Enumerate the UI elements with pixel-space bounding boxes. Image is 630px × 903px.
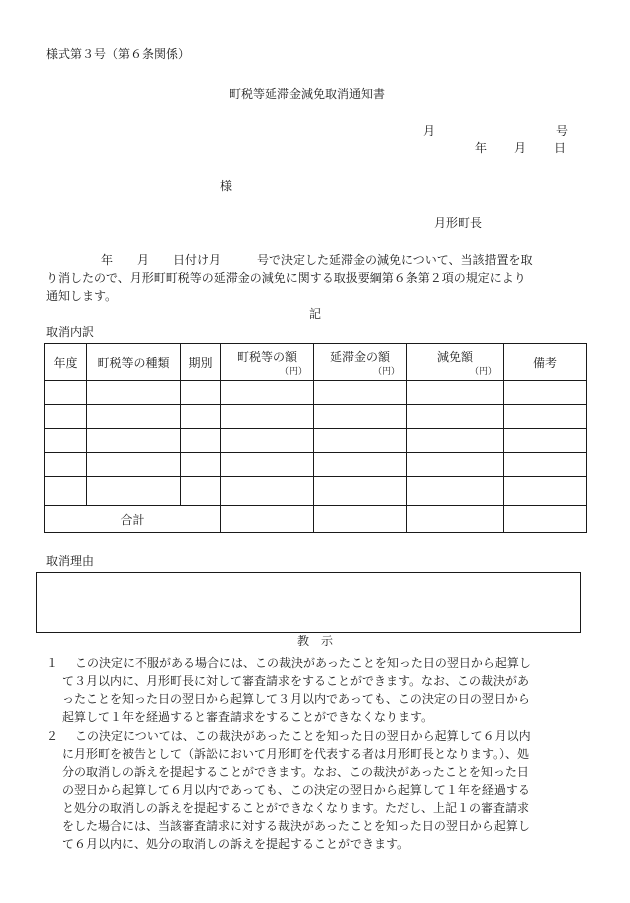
number-go: 号	[556, 124, 569, 138]
instruction-1-line-4: 起算して１年を経過すると審査請求をすることができなくなります。	[62, 710, 434, 724]
table-cell[interactable]	[181, 453, 221, 477]
table-cell[interactable]	[87, 453, 181, 477]
table-cell[interactable]	[504, 477, 587, 506]
table-cell[interactable]	[87, 429, 181, 453]
table-cell[interactable]	[407, 477, 504, 506]
total-reduction-cell[interactable]	[407, 506, 504, 533]
instruction-2-line-6: をした場合には、当該審査請求に対する裁決があったことを知った日の翌日から起算し	[62, 819, 530, 833]
table-cell[interactable]	[45, 405, 87, 429]
total-label: 合計	[45, 506, 221, 533]
date-year: 年	[475, 141, 488, 155]
instruction-2-line-2: に月形町を被告として（訴訟において月形町を代表する者は月形町長となります。）、処	[62, 747, 530, 761]
instruction-2-line-5: と処分の取消しの訴えを提起することができなくなります。ただし、上記１の審査請求	[62, 801, 530, 815]
ki-marker: 記	[309, 307, 322, 321]
addressee-suffix: 様	[220, 179, 233, 193]
date-day: 日	[554, 141, 567, 155]
table-cell[interactable]	[314, 453, 407, 477]
table-cell[interactable]	[45, 477, 87, 506]
table-cell[interactable]	[181, 405, 221, 429]
table-cell[interactable]	[45, 381, 87, 405]
table-cell[interactable]	[314, 405, 407, 429]
header-period: 期別	[181, 344, 221, 381]
table-header-row	[45, 344, 587, 381]
table-cell[interactable]	[504, 453, 587, 477]
table-row	[45, 429, 587, 453]
table-cell[interactable]	[314, 381, 407, 405]
body-line-3: 通知します。	[46, 289, 118, 303]
table-cell[interactable]	[87, 405, 181, 429]
table-cell[interactable]	[87, 477, 181, 506]
document-title: 町税等延滞金減免取消通知書	[229, 87, 386, 101]
table-cell[interactable]	[407, 453, 504, 477]
table-cell[interactable]	[181, 381, 221, 405]
cancellation-reason-box[interactable]	[36, 572, 581, 633]
table-cell[interactable]	[314, 429, 407, 453]
table-cell[interactable]	[181, 429, 221, 453]
table-cell[interactable]	[45, 453, 87, 477]
table-cell[interactable]	[407, 405, 504, 429]
table-cell[interactable]	[221, 453, 314, 477]
header-fiscal-year: 年度	[45, 344, 87, 381]
table-row	[45, 477, 587, 506]
table-row	[45, 453, 587, 477]
date-month: 月	[514, 141, 527, 155]
instructions-heading: 教 示	[297, 634, 334, 648]
header-tax-amount: 町税等の額 （円）	[221, 344, 314, 381]
instruction-2-line-3: 分の取消しの訴えを提起することができます。なお、この裁決があったことを知った日	[62, 765, 529, 779]
body-line-1: 年 月 日付け月 号で決定した延滞金の減免について、当該措置を取	[101, 253, 533, 267]
table-cell[interactable]	[45, 429, 87, 453]
table-cell[interactable]	[221, 381, 314, 405]
table-cell[interactable]	[504, 381, 587, 405]
number-month: 月	[423, 124, 436, 138]
body-line-2: り消したので、月形町町税等の延滞金の減免に関する取扱要綱第６条第２項の規定により	[46, 271, 526, 285]
header-remarks: 備考	[504, 344, 587, 381]
instruction-2-line-4: の翌日から起算して６月以内であっても、この決定の翌日から起算して１年を経過する	[62, 783, 530, 797]
form-number: 様式第３号（第６条関係）	[46, 47, 191, 61]
instruction-1-line-2: て３月以内に、月形町長に対して審査請求をすることができます。なお、この裁決があ	[62, 674, 530, 688]
total-tax-amount-cell[interactable]	[221, 506, 314, 533]
instruction-1-line-3: ったことを知った日の翌日から起算して３月以内であっても、この決定の日の翌日から	[62, 692, 530, 706]
table-cell[interactable]	[221, 429, 314, 453]
table-cell[interactable]	[407, 381, 504, 405]
table-cell[interactable]	[314, 477, 407, 506]
cancellation-reason-label: 取消理由	[46, 554, 95, 568]
table-row	[45, 405, 587, 429]
total-remarks-cell[interactable]	[504, 506, 587, 533]
cancellation-breakdown-label: 取消内訳	[46, 325, 95, 339]
instruction-1-number: １	[46, 656, 59, 670]
instruction-2-line-1: この決定については、この裁決があったことを知った日の翌日から起算して６月以内	[75, 729, 531, 743]
table-cell[interactable]	[87, 381, 181, 405]
table-cell[interactable]	[504, 429, 587, 453]
table-cell[interactable]	[504, 405, 587, 429]
table-cell[interactable]	[181, 477, 221, 506]
instruction-1-line-1: この決定に不服がある場合には、この裁決があったことを知った日の翌日から起算し	[75, 656, 531, 670]
header-reduction-amount: 減免額 （円）	[407, 344, 504, 381]
instruction-2-line-7: て６月以内に、処分の取消しの訴えを提起することができます。	[62, 837, 410, 851]
table-cell[interactable]	[221, 405, 314, 429]
breakdown-table	[44, 343, 587, 533]
header-late-fee-amount: 延滞金の額 （円）	[314, 344, 407, 381]
total-late-fee-cell[interactable]	[314, 506, 407, 533]
table-cell[interactable]	[221, 477, 314, 506]
table-cell[interactable]	[407, 429, 504, 453]
table-total-row	[45, 506, 587, 533]
header-tax-type: 町税等の種類	[87, 344, 181, 381]
issuer-name: 月形町長	[434, 216, 483, 230]
instruction-2-number: ２	[46, 729, 59, 743]
table-row	[45, 381, 587, 405]
